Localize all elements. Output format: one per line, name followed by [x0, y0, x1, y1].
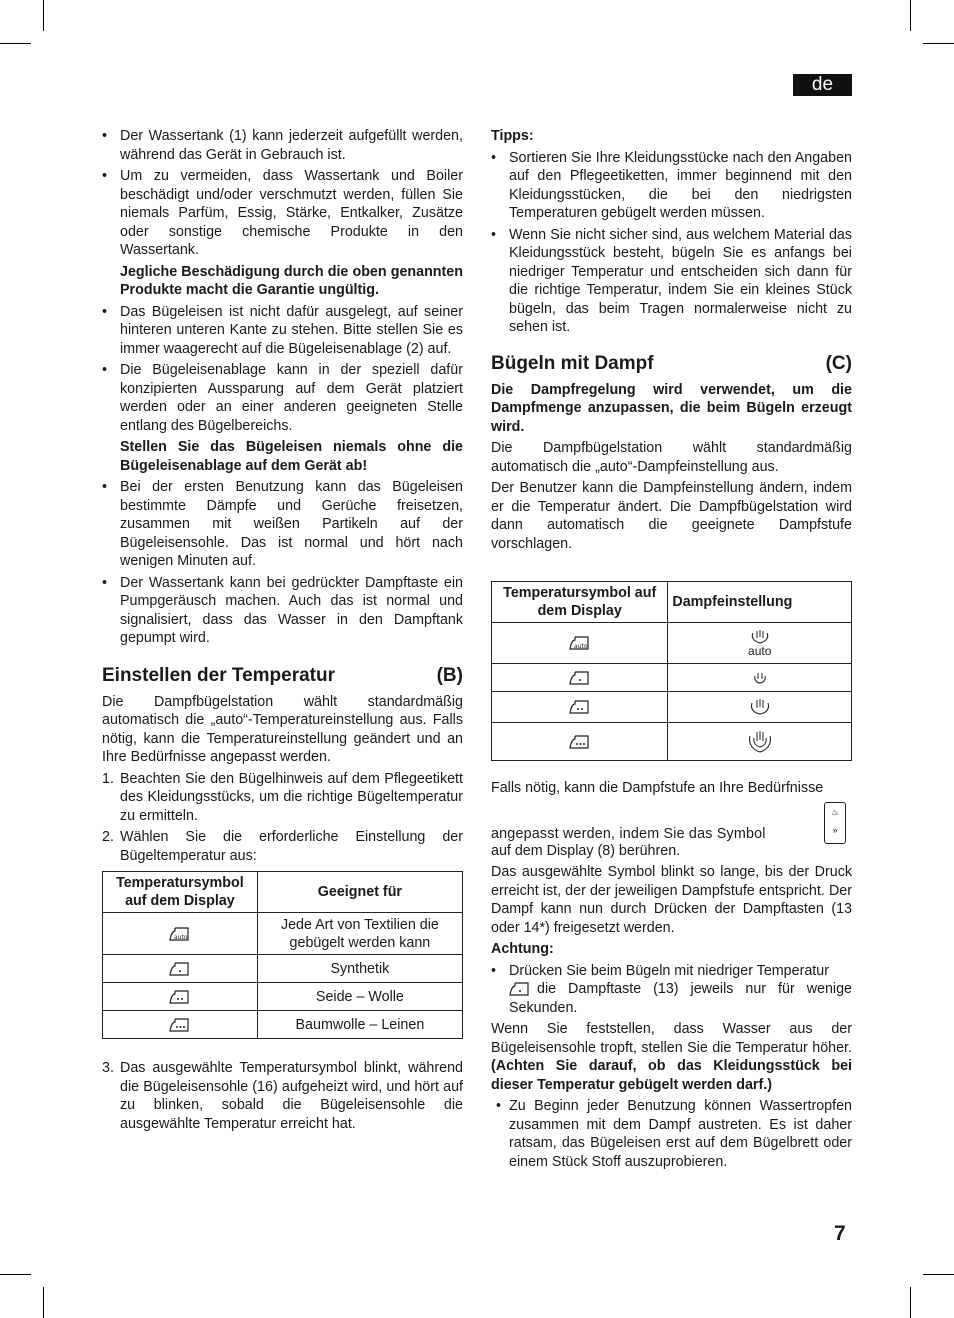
iron-three-dots-icon — [569, 734, 591, 750]
iron-two-dots-icon — [169, 989, 191, 1005]
paragraph: Die Dampfbügelstation wählt standardmäßig automatisch die „auto“-Dampfeinstellung aus. — [491, 440, 852, 475]
paragraph: Falls nötig, kann die Dampfstufe an Ihre Bedürfnisse — [491, 780, 824, 796]
crop-mark — [923, 1274, 954, 1275]
table-row — [492, 623, 852, 664]
list-item: • Zu Beginn jeder Benutzung können Wassertropfen zusammen mit dem Dampf austreten. Es ist daher ratsam, das Bügeleisen erst auf dem Bügelbrett oder einem Stück Stoff auszuprobieren. — [496, 1098, 852, 1170]
table-cell: Baumwolle – Leinen — [257, 1011, 462, 1039]
list-item: • Die Bügeleisenablage kann in der speziell dafür konzipierten Aussparung auf dem Gerät platziert werden oder an einer anderen geeigneten Stelle entlang des Bügelbereichs. — [102, 362, 463, 434]
temperature-table — [102, 871, 463, 1039]
table-header: Temperatursymbol auf dem Display — [103, 872, 258, 913]
section-heading-temperature: Einstellen der Temperatur (B) — [102, 664, 463, 686]
paragraph: Wenn Sie feststellen, dass Wasser aus der Bügeleisensohle tropft, stellen Sie die Temperatur höher. (Achten Sie darauf, ob das Kleidungsstück bei dieser Temperatur gebügelt werden darf.) — [491, 1021, 852, 1093]
left-column — [102, 127, 463, 1136]
svg-text:auto: auto — [173, 933, 188, 941]
step-item: 3. Das ausgewählte Temperatursymbol blinkt, während die Bügeleisensohle (16) aufgeheizt wird, und hört auf zu blinken, sobald die Bügeleisensohle die ausgewählte Temperatur erreicht hat. — [102, 1060, 463, 1132]
iron-one-dot-icon — [509, 981, 531, 997]
iron-auto-icon — [169, 926, 191, 942]
bullet-list — [102, 478, 463, 648]
steam-level-button-icon: ♨ » — [824, 802, 846, 844]
list-item: • Um zu vermeiden, dass Wassertank und Boiler beschädigt und/oder verschmutzt werden, füllen Sie niemals Parfüm, Essig, Stärke, Entkalker, Zusätze oder sonstige chemische Produkte in den Wassertank. — [102, 168, 463, 258]
crop-mark — [910, 1287, 911, 1318]
list-item: • Sortieren Sie Ihre Kleidungsstücke nach den Angaben auf den Pflegeetiketten, immer beginnend mit den Kleidungsstücken, die bei den niedrigsten Temperaturen gebügelt werden müssen. — [491, 149, 852, 221]
iron-three-dots-icon — [169, 1017, 191, 1033]
crop-mark — [910, 0, 911, 31]
crop-mark — [0, 1274, 31, 1275]
table-cell: Synthetik — [257, 955, 462, 983]
step-item: 1. Beachten Sie den Bügelhinweis auf dem Pflegeetikett des Kleidungsstücks, um die richtige Bügeltemperatur zu ermitteln. — [102, 770, 463, 824]
crop-mark — [43, 1287, 44, 1318]
bullet-list — [102, 303, 463, 436]
table-header: Dampfeinstellung — [668, 582, 852, 623]
list-item: • Das Bügeleisen ist nicht dafür ausgelegt, auf seiner hinteren unteren Kante zu stehen. Bitte stellen Sie es immer waagerecht auf die Bügeleisenablage (2) auf. — [102, 303, 463, 357]
right-column — [491, 127, 852, 1174]
table-header: Temperatursymbol auf dem Display — [492, 582, 668, 623]
table-cell: Jede Art von Textilien die gebügelt werden kann — [257, 913, 462, 955]
table-row — [103, 913, 463, 955]
steps-list — [102, 770, 463, 866]
paragraph: Das ausgewählte Symbol blinkt so lange, bis der Druck erreicht ist, der der jeweiligen Dampfstufe entspricht. Der Dampf kann nun durch Drücken der Dampftasten (13 oder 14*) freigesetzt werden. — [491, 864, 852, 936]
section-heading-steam: Bügeln mit Dampf (C) — [491, 352, 852, 374]
iron-one-dot-icon — [569, 670, 591, 686]
bullet-list — [102, 127, 463, 260]
crop-mark — [0, 43, 31, 44]
table-row — [492, 692, 852, 723]
table-row — [103, 1011, 463, 1039]
steam-high-icon — [746, 730, 774, 754]
auto-label: auto — [748, 644, 772, 658]
paragraph: Der Benutzer kann die Dampfeinstellung ändern, indem er die Temperatur ändert. Die Dampfbügelstation wird dann automatisch die geeignete Dampfstufe vorschlagen. — [491, 480, 852, 552]
tips-label: Tipps: — [491, 128, 534, 144]
attention-label: Achtung: — [491, 941, 554, 957]
temperature-intro: Die Dampfbügelstation wählt standardmäßig automatisch die „auto“-Temperatureinstellung aus. Falls nötig, kann die Temperatureinstellung geändert und an Ihre Bedürfnisse angepasst werden. — [102, 693, 463, 765]
steam-low-icon — [750, 671, 770, 685]
list-item: • Bei der ersten Benutzung kann das Bügeleisen bestimmte Dämpfe und Gerüche freisetzen, zusammen mit weißen Partikeln auf der Bügeleisensohle. Das ist normal und hört nach wenigen Minuten auf. — [102, 479, 463, 569]
table-row — [103, 983, 463, 1011]
attention-list — [491, 962, 852, 1018]
crop-mark — [923, 43, 954, 44]
table-row — [103, 955, 463, 983]
svg-text:auto: auto — [573, 643, 588, 650]
table-cell: Seide – Wolle — [257, 983, 462, 1011]
list-item: • Wenn Sie nicht sicher sind, aus welchem Material das Kleidungsstück besteht, bügeln Sie es anfangs bei niedriger Temperatur und entscheiden sich dann für die richtige Temperatur, indem Sie ein kleines Stück bügeln, das beim Tragen normalerweise nicht zu sehen ist. — [491, 226, 852, 335]
table-row — [492, 664, 852, 692]
list-item: • Der Wassertank (1) kann jederzeit aufgefüllt werden, während das Gerät in Gebrauch ist. — [102, 128, 463, 163]
warranty-note: Jegliche Beschädigung durch die oben genannten Produkte macht die Garantie ungültig. — [120, 263, 463, 298]
crop-mark — [43, 0, 44, 31]
tips-list — [491, 149, 852, 337]
iron-two-dots-icon — [569, 699, 591, 715]
paragraph: auf dem Display (8) berühren. — [491, 842, 681, 859]
iron-one-dot-icon — [169, 961, 191, 977]
adjust-line: angepasst werden, indem Sie das Symbol ♨ » — [491, 802, 852, 844]
table-row — [492, 723, 852, 761]
page-number: 7 — [834, 1222, 846, 1245]
iron-rest-note: Stellen Sie das Bügeleisen niemals ohne die Bügeleisenablage auf dem Gerät ab! — [120, 439, 463, 474]
list-item: • Drücken Sie beim Bügeln mit niedriger Temperatur die Dampftaste (13) jeweils nur für wenige Sekunden. — [491, 962, 852, 1016]
steam-medium-icon — [747, 698, 773, 716]
bullet-list — [491, 1097, 852, 1171]
step-item: 2. Wählen Sie die erforderliche Einstellung der Bügeltemperatur aus: — [102, 829, 463, 864]
list-item: • Der Wassertank kann bei gedrückter Dampftaste ein Pumpgeräusch machen. Auch das ist normal und signalisiert, dass das Wasser in den Dampftank gepumpt wird. — [102, 574, 463, 646]
steps-list — [102, 1059, 463, 1133]
steam-intro-bold: Die Dampfregelung wird verwendet, um die Dampfmenge anzupassen, die beim Bügeln erzeugt wird. — [491, 381, 852, 435]
table-header: Geeignet für — [257, 872, 462, 913]
iron-auto-icon — [569, 635, 591, 651]
language-tag: de — [793, 74, 852, 96]
steam-table — [491, 581, 852, 761]
steam-auto-icon — [747, 629, 773, 645]
